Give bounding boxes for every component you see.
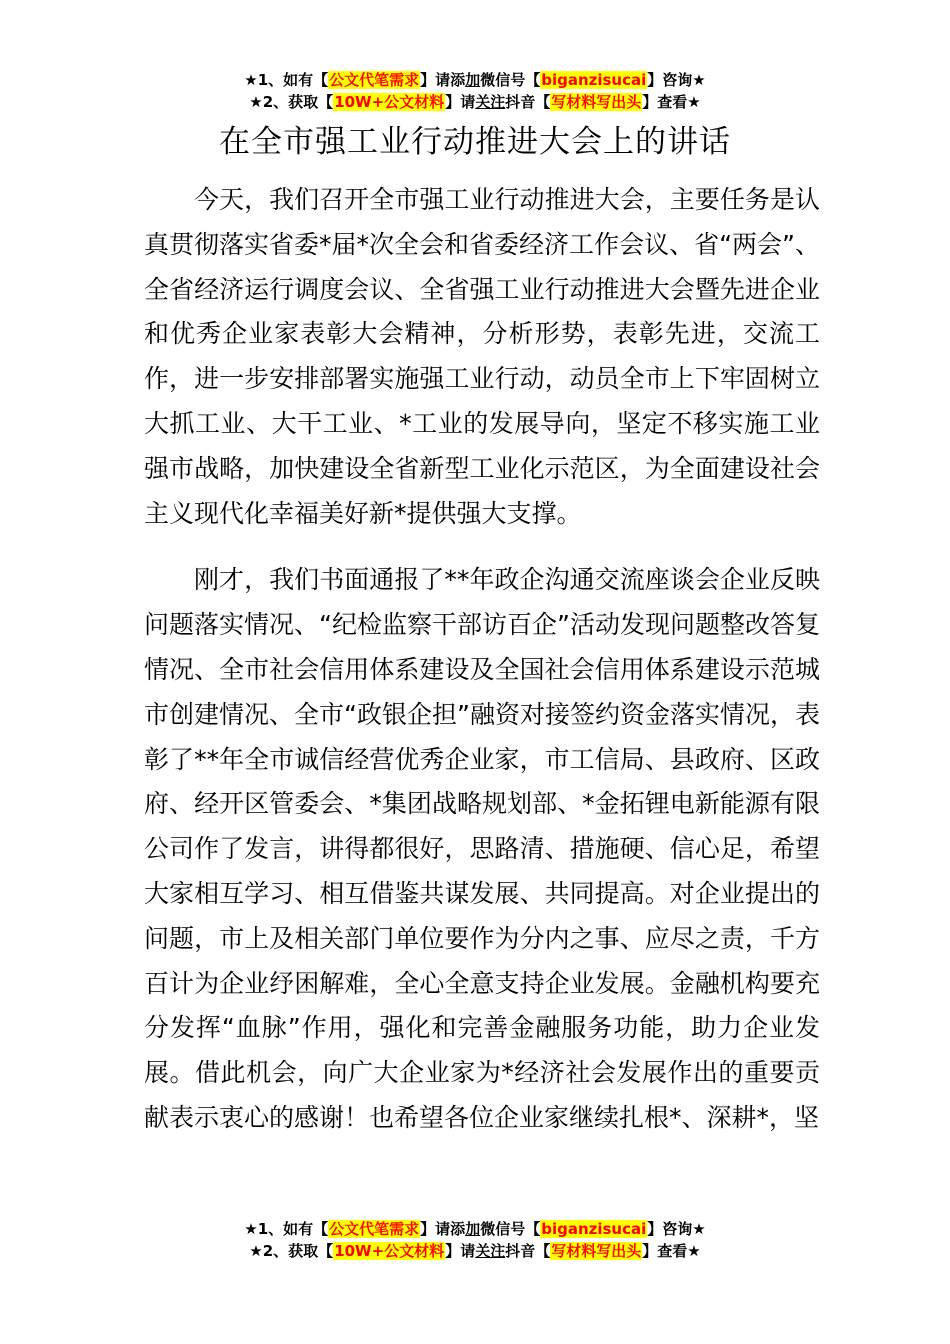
document-title: 在全市强工业行动推进大会上的讲话 [219,124,731,160]
highlight-douyin-account: 写材料写出头 [551,93,642,111]
highlight-douyin-account: 写材料写出头 [551,1242,642,1260]
promo-line-2: ★2、获取【10W+公文材料】请关注抖音【写材料写出头】查看★ [249,93,701,111]
paragraph: 今天，我们召开全市强工业行动推进大会，主要任务是认真贯彻落实省委*届*次全会和省委经济工作会议、省“两会”、全省经济运行调度会议、全省强工业行动推进大会暨先进企业和优秀企业家表彰大会精神，分析形势，表彰先进，交流工作，进一步安排部署实施强工业行动，动员全市上下牢固树立大抓工业、大干工业、*工业的发展导向，坚定不移实施工业强市战略，加快建设全省新型工业化示范区，为全面建设社会主义现代化幸福美好新*提供强大支撑。 [144,185,820,528]
promo-line-1: ★1、如有【公文代笔需求】请添加微信号【biganzisucai】咨询★ [244,71,706,89]
highlight-materials: 10W+公文材料 [334,1242,445,1260]
promo-line-2: ★2、获取【10W+公文材料】请关注抖音【写材料写出头】查看★ [249,1242,701,1260]
highlight-service: 公文代笔需求 [329,71,420,89]
promo-line-1: ★1、如有【公文代笔需求】请添加微信号【biganzisucai】咨询★ [244,1220,706,1238]
paragraph: 刚才，我们书面通报了**年政企沟通交流座谈会企业反映问题落实情况、“纪检监察干部访百企”活动发现问题整改答复情况、全市社会信用体系建设及全国社会信用体系建设示范城市创建情况、全市“政银企担”融资对接签约资金落实情况，表彰了**年全市诚信经营优秀企业家，市工信局、县政府、区政府、经开区管委会、*集团战略规划部、*金拓锂电新能源有限公司作了发言，讲得都很好，思路清、措施硬、信心足，希望大家相互学习、相互借鉴共谋发展、共同提高。对企业提出的问题，市上及相关部门单位要作为分内之事、应尽之责，千方百计为企业纾困解难，全心全意支持企业发展。金融机构要充分发挥“血脉”作用，强化和完善金融服务功能，助力企业发展。借此机会，向广大企业家为*经济社会发展作出的重要贡献表示衷心的感谢！也希望各位企业家继续扎根*、深耕*，坚 [144,565,820,1132]
header-promo-banner [0,69,950,113]
highlight-service: 公文代笔需求 [329,1220,420,1238]
highlight-wechat-id: biganzisucai [541,71,647,89]
document-body [144,178,820,1141]
highlight-wechat-id: biganzisucai [541,1220,647,1238]
highlight-materials: 10W+公文材料 [334,93,445,111]
footer-promo-banner [0,1218,950,1262]
